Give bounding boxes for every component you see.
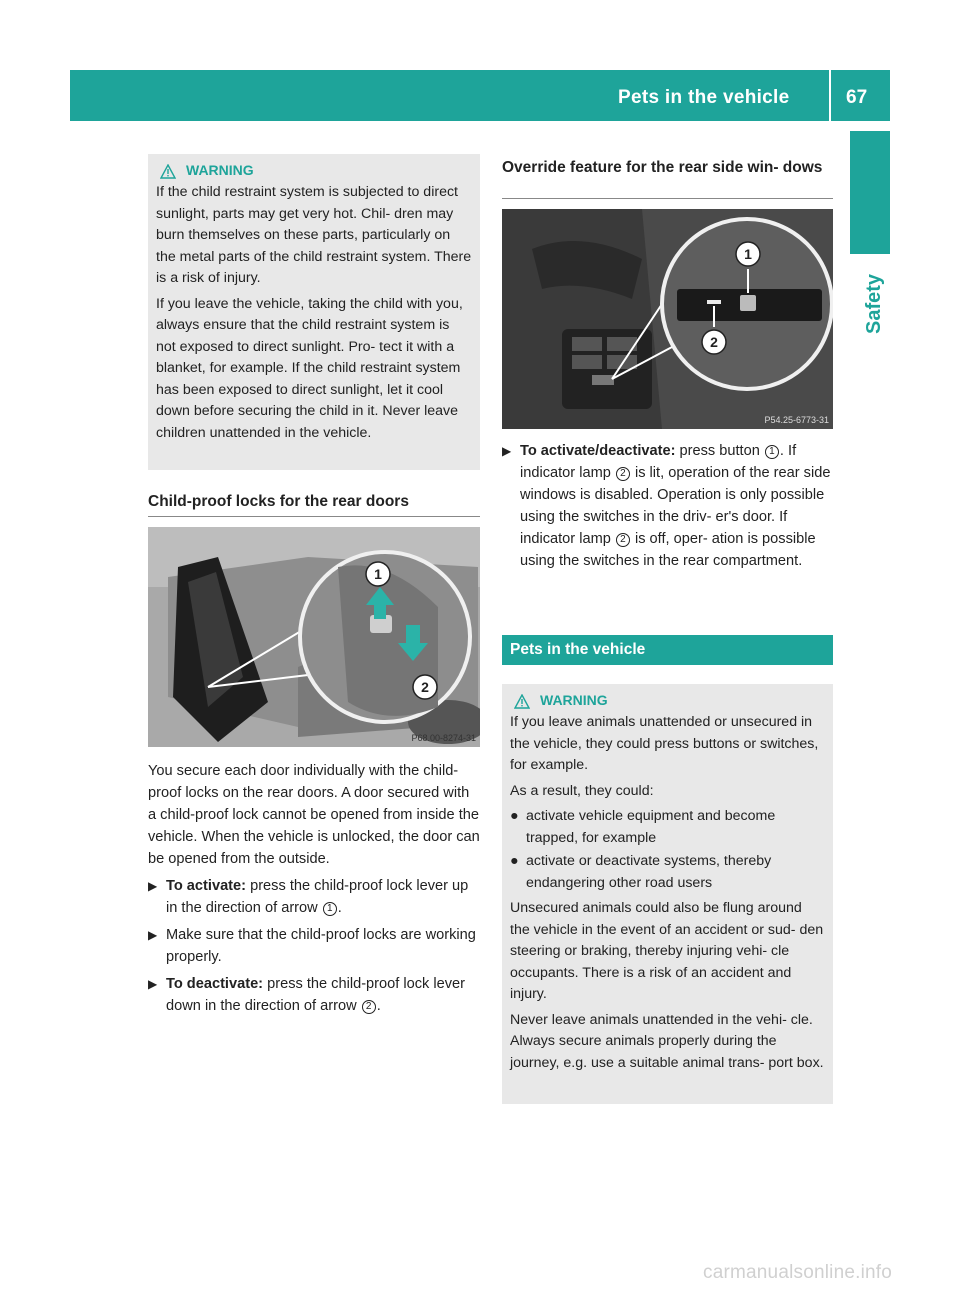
- figure-code: P54.25-6773-31: [764, 415, 829, 425]
- warning-text: If the child restraint system is subjected to direct sunlight, parts may get very hot. Chil- dren may burn themselves on these parts, particularly on the metal parts of the child restraint system. There is a risk of injury.: [156, 184, 472, 286]
- step-deactivate: ▶ To deactivate: press the child-proof lock lever down in the direction of arrow 2 .: [148, 973, 480, 1017]
- figure-callout-1: 1: [744, 246, 752, 262]
- figure-callout-2: 2: [710, 334, 718, 350]
- callout-ref-1: 1: [323, 902, 337, 916]
- step-arrow-icon: ▶: [502, 444, 512, 458]
- section-banner-pets: Pets in the vehicle: [502, 635, 833, 665]
- warning-text: As a result, they could:: [510, 782, 654, 799]
- warning-box-pets: [502, 684, 833, 1104]
- footer-watermark[interactable]: carmanualsonline.info: [703, 1262, 893, 1283]
- figure-window-override: [502, 209, 833, 429]
- callout-ref-2: 2: [616, 467, 630, 481]
- warning-triangle-icon: [514, 694, 530, 709]
- warning-text: Never leave animals unattended in the vehi- cle. Always secure animals properly during the journey, e.g. use a suitable animal trans- port box.: [510, 1011, 824, 1071]
- right-body: [502, 440, 835, 572]
- callout-ref-2: 2: [616, 533, 630, 547]
- warning-text: If you leave the vehicle, taking the child with you, always ensure that the child restraint system is not exposed to direct sunlight. Pro- tect it with a blanket, for example. If the child restraint system has been exposed to direct sunlight, let it cool down before securing the child in it. Never leave children unattended in the vehicle.: [156, 295, 463, 441]
- callout-ref-2: 2: [362, 1000, 376, 1014]
- warning-bullets: [510, 806, 825, 894]
- warning-text: Unsecured animals could also be flung around the vehicle in the event of an accident or sud- den steering or braking, thereby injuring vehi- cle occupants. There is a risk of an accident and injury.: [510, 900, 824, 1002]
- warning-triangle-icon: [160, 164, 176, 179]
- side-tab: [850, 131, 890, 254]
- side-tab-label: Safety: [863, 273, 885, 334]
- list-item: ● activate or deactivate systems, thereby endangering other road users: [510, 853, 772, 891]
- step-arrow-icon: ▶: [148, 879, 158, 893]
- section-title-child-locks: Child-proof locks for the rear doors: [148, 493, 409, 510]
- page-number: 67: [846, 87, 868, 108]
- header-divider: [829, 70, 831, 121]
- step-activate-deactivate: ▶ To activate/deactivate: press button 1 . If indicator lamp 2 is lit, operation of the rear side windows is disabled. Operation is only possible using the switches in the driv- er's door. If indicator lamp 2 is off, oper- ation is possible using the switches in the rear compartment.: [502, 440, 835, 572]
- intro-paragraph: You secure each door individually with the child-proof locks on the rear doors. A door secured with a child-proof lock cannot be opened from inside the vehicle. When the vehicle is unlocked, the door can be opened from the outside.: [148, 763, 480, 867]
- callout-ref-1: 1: [765, 445, 779, 459]
- figure-code: P68.00-8274-31: [411, 733, 476, 743]
- figure-callout-1: 1: [374, 566, 382, 582]
- page-title: Pets in the vehicle: [618, 87, 790, 108]
- warning-heading: WARNING: [160, 160, 472, 182]
- list-item: ● activate vehicle equipment and become trapped, for example: [510, 808, 776, 846]
- step-arrow-icon: ▶: [148, 928, 158, 942]
- section-rule: [502, 198, 833, 199]
- step-check: ▶ Make sure that the child-proof locks are working properly.: [148, 924, 480, 968]
- step-arrow-icon: ▶: [148, 977, 158, 991]
- figure-child-lock: [148, 527, 480, 747]
- step-activate: ▶ To activate: press the child-proof lock lever up in the direction of arrow 1 .: [148, 875, 480, 919]
- warning-heading: WARNING: [514, 690, 825, 712]
- figure-callout-2: 2: [421, 679, 429, 695]
- section-rule: [148, 516, 480, 517]
- section-title-override: Override feature for the rear side win- dows: [502, 159, 823, 176]
- warning-box-child-restraint: [148, 154, 480, 470]
- left-body: [148, 760, 480, 1017]
- warning-text: If you leave animals unattended or unsecured in the vehicle, they could press buttons or switches, for example.: [510, 714, 819, 773]
